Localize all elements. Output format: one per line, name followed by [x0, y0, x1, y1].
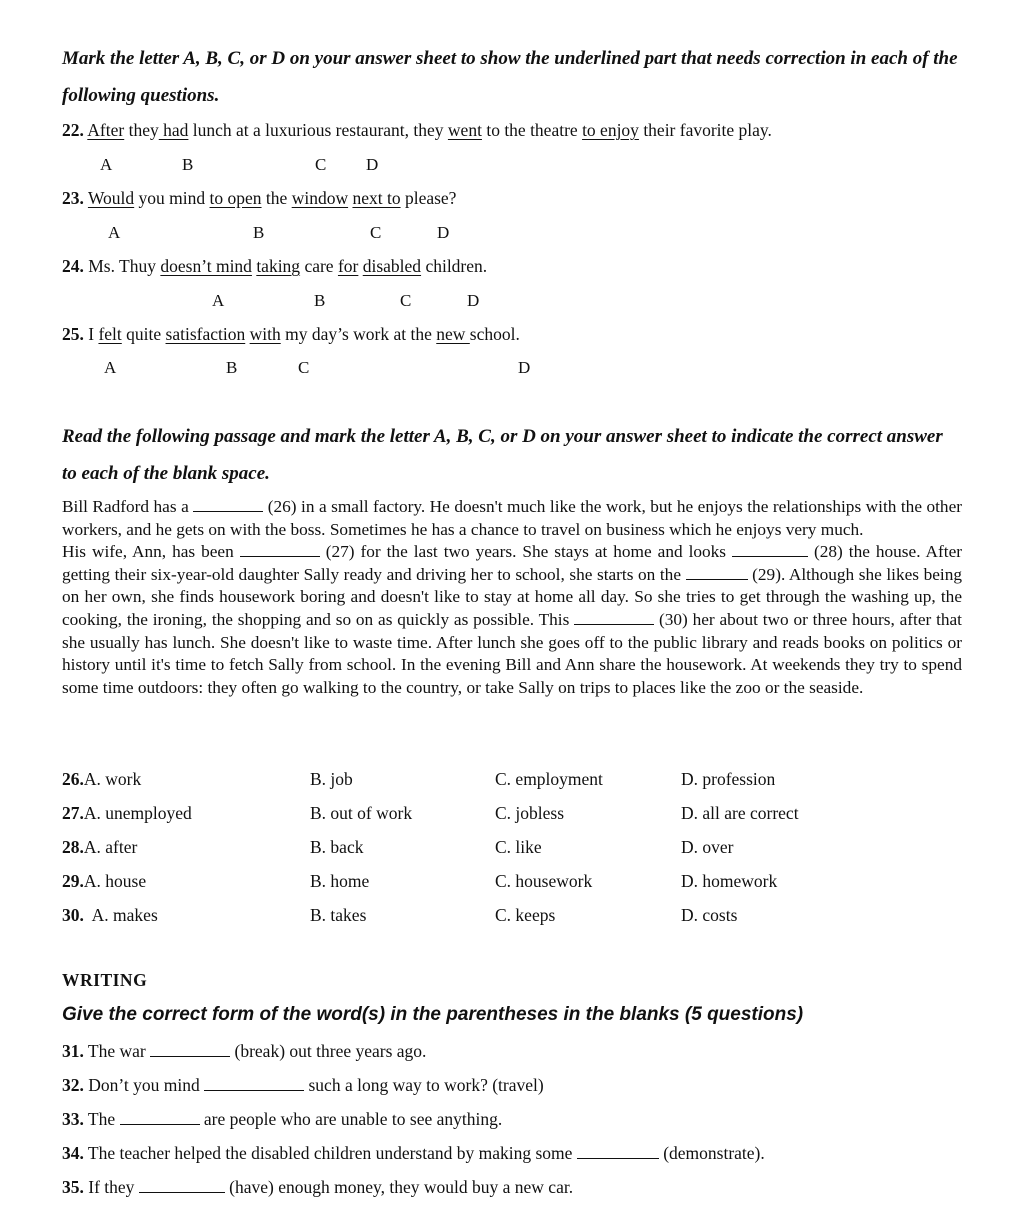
passage-paragraph-2: His wife, Ann, has been (27) for the last two years. She stays at home and looks (28) the house. After getting their six-year-old daughter Sally ready and driving her to school, she starts on the (29). Although she likes being on her own, she finds housework boring and doesn't like to stay at home all day. So she tries to get through the washing up, the cooking, the ironing, the shopping and so on as quickly as possible. This (30) her about two or three hours, after that she usually has lunch. She doesn't like to waste time. After lunch she goes off to the public library and reads books on politics or history until it's time to fetch Sally from school. In the evening Bill and Ann share the housework. At weekends they try to spend some time outdoors: they often go walking to the country, or take Sally on trips to places like the zoo or the seaside. [62, 542, 962, 697]
blank-32 [204, 1076, 304, 1091]
q22-label-b: B [182, 155, 194, 174]
options-26: 26. A. work B. job C. employment D. profession [62, 769, 776, 789]
question-35: 35. If they (have) enough money, they would buy a new car. [62, 1177, 574, 1197]
writing-heading: WRITING [62, 970, 148, 990]
q22-label-c: C [315, 155, 327, 174]
q25-label-b: B [226, 358, 238, 377]
question-23: 23. Would you mind to open the window next to please? [62, 188, 457, 208]
q25-label-a: A [104, 358, 117, 377]
question-24: 24. Ms. Thuy doesn’t mind taking care for disabled children. [62, 256, 488, 276]
q24-label-a: A [212, 291, 225, 310]
q24-label-d: D [467, 291, 480, 310]
options-29: 29. A. house B. home C. housework D. homework [62, 871, 778, 891]
blank-30 [574, 610, 654, 625]
blank-28 [732, 542, 808, 557]
q22-label-a: A [100, 155, 113, 174]
passage-paragraph-1: Bill Radford has a (26) in a small factory. He doesn't much like the work, but he enjoys the relationships with the other workers, and he gets on with the boss. Sometimes he has a chance to travel on business which he enjoys very much. [62, 497, 962, 539]
passage-instruction: Read the following passage and mark the letter A, B, C, or D on your answer sheet to indicate the correct answer to each of the blank space. [62, 426, 943, 484]
question-32: 32. Don’t you mind such a long way to work? (travel) [62, 1075, 544, 1095]
question-34: 34. The teacher helped the disabled children understand by making some (demonstrate). [62, 1143, 765, 1163]
q23-label-a: A [108, 223, 121, 242]
q24-label-b: B [314, 291, 326, 310]
q23-label-d: D [437, 223, 450, 242]
blank-33 [120, 1110, 200, 1125]
question-33: 33. The are people who are unable to see anything. [62, 1109, 503, 1129]
question-31: 31. The war (break) out three years ago. [62, 1041, 427, 1061]
blank-27 [240, 542, 320, 557]
q22-label-d: D [366, 155, 379, 174]
q23-label-c: C [370, 223, 382, 242]
q25-label-d: D [518, 358, 531, 377]
question-25: 25. I felt quite satisfaction with my day’s work at the new school. [62, 324, 520, 344]
blank-26 [193, 497, 263, 512]
options-30: 30. A. makes B. takes C. keeps D. costs [62, 905, 738, 925]
blank-34 [577, 1144, 659, 1159]
q23-label-b: B [253, 223, 265, 242]
blank-29 [686, 565, 748, 580]
question-22: 22. After they had lunch at a luxurious restaurant, they went to the theatre to enjoy their favorite play. [62, 120, 772, 140]
reading-passage [62, 496, 962, 699]
blank-35 [139, 1178, 225, 1193]
blank-31 [150, 1042, 230, 1057]
error-correction-instruction: Mark the letter A, B, C, or D on your answer sheet to show the underlined part that needs correction in each of the following questions. [62, 48, 958, 106]
options-28: 28. A. after B. back C. like D. over [62, 837, 734, 857]
writing-instruction: Give the correct form of the word(s) in the parentheses in the blanks (5 questions) [62, 1004, 804, 1025]
q25-label-c: C [298, 358, 310, 377]
q24-label-c: C [400, 291, 412, 310]
options-27: 27. A. unemployed B. out of work C. jobless D. all are correct [62, 803, 799, 823]
